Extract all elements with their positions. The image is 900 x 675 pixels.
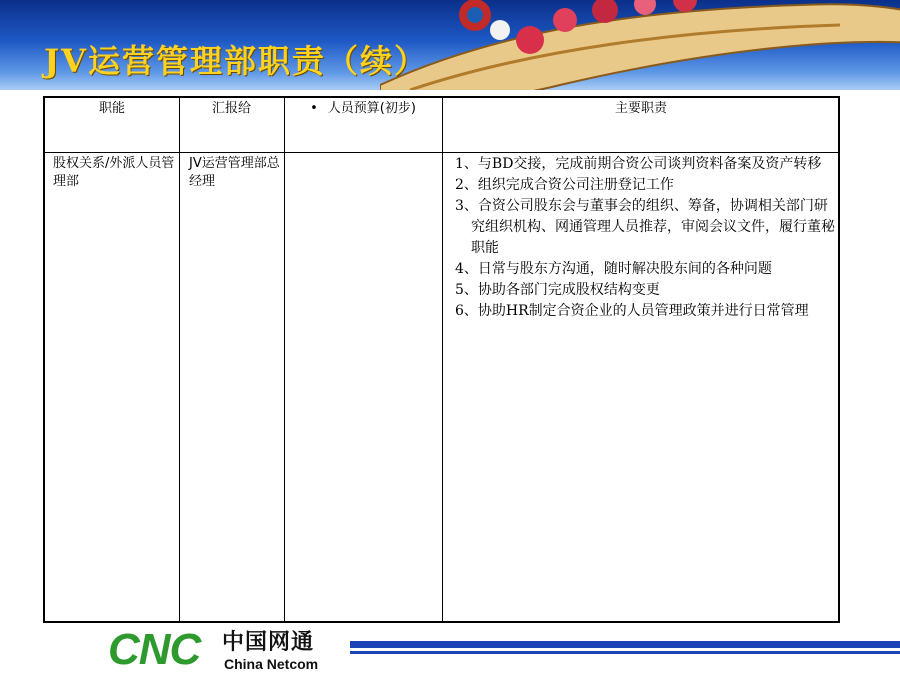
responsibility-table [43, 96, 840, 623]
column-divider [179, 98, 180, 621]
page-title: JV运营管理部职责（续） [44, 42, 428, 80]
footer-bar [350, 641, 900, 648]
logo-chinese-name: 中国网通 [222, 630, 315, 655]
logo-english-name: China Netcom [224, 656, 319, 672]
row-report-to: JV运营管理部总经理 [189, 156, 280, 189]
header-function: 职能 [98, 101, 125, 116]
header-headcount-label: 人员预算(初步) [327, 101, 416, 116]
bullet-icon: • [310, 101, 318, 116]
column-divider [284, 98, 285, 621]
kite-decoration-icon [380, 0, 900, 90]
list-item: 4、日常与股东方沟通，随时解决股东间的各种问题 [455, 261, 772, 277]
list-item: 6、协助HR制定合资企业的人员管理政策并进行日常管理 [455, 303, 809, 319]
column-divider [442, 98, 443, 621]
duties-list [449, 154, 839, 322]
list-item: 5、协助各部门完成股权结构变更 [455, 282, 660, 298]
row-function: 股权关系/外派人员管理部 [53, 156, 175, 189]
header-headcount [284, 100, 442, 118]
header-duties: 主要职责 [614, 101, 667, 116]
cnc-logo-mark: CNC [108, 625, 201, 674]
header-report-to: 汇报给 [211, 101, 251, 116]
list-item: 2、组织完成合资公司注册登记工作 [455, 177, 674, 193]
list-item: 3、合资公司股东会与董事会的组织、筹备，协调相关部门研究组织机构、网通管理人员推荐，审阅会议文件，履行董秘职能 [455, 198, 835, 256]
header-divider [45, 152, 838, 153]
footer-bar [350, 651, 900, 654]
list-item: 1、与BD交接，完成前期合资公司谈判资料备案及资产转移 [455, 156, 822, 172]
header-banner [0, 0, 900, 90]
